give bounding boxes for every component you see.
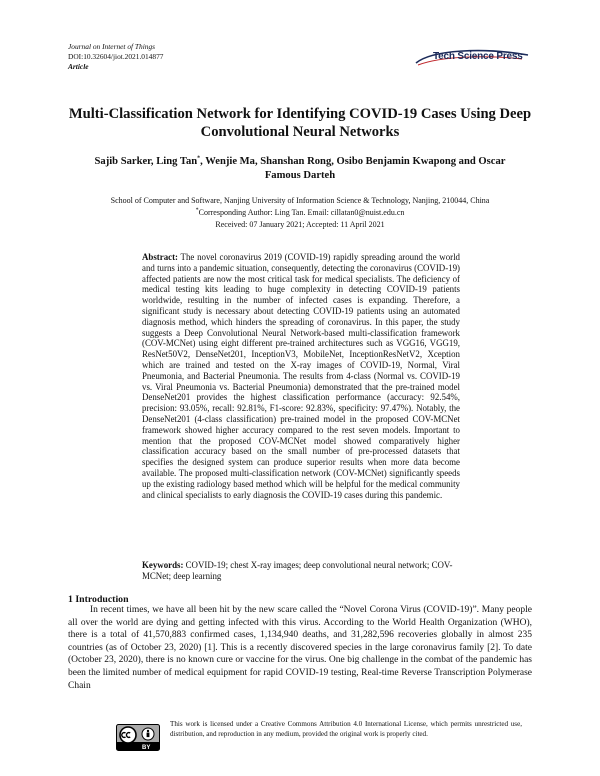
cc-badge-text: BY (142, 745, 151, 751)
abstract-label: Abstract: (142, 252, 178, 262)
journal-name: Journal on Internet of Things (68, 42, 156, 51)
dates: Received: 07 January 2021; Accepted: 11 April 2021 (215, 220, 385, 229)
publisher-name: Tech Science Press (433, 51, 523, 62)
keywords-text: COVID-19; chest X-ray images; deep convolutional neural network; COV-MCNet; deep learning (142, 560, 453, 581)
publisher-logo (412, 47, 530, 69)
abstract-text: The novel coronavirus 2019 (COVID-19) rapidly spreading around the world and turns into a pandemic situation, consequently, detecting the coronavirus (COVID-19) affected patients are now the most critical task for medical specialists. The deficiency of medical testing kits leading to huge complexity in detecting COVID-19 patients worldwide, resulting in the number of infected cases is expanding. Therefore, a significant study is necessary about detecting COVID-19 patients using an automated diagnosis method, which hinders the spreading of coronavirus. In this paper, the study suggests a Deep Convolutional Neural Network-based multi-classification framework (COV-MCNet) using eight different pre-trained architectures such as VGG16, VGG19, ResNet50V2, DenseNet201, InceptionV3, MobileNet, InceptionResNetV2, Xception which are trained and tested on the X-ray images of COVID-19, Normal, Viral Pneumonia, and Bacterial Pneumonia. The results from 4-class (Normal vs. COVID-19 vs. Viral Pneumonia vs. Bacterial Pneumonia) demonstrated that the pre-trained model DenseNet201 provides the highest classification performance (accuracy: 92.54%, precision: 93.05%, recall: 92.81%, F1-score: 92.83%, specificity: 97.47%). Notably, the DenseNet201 (4-class classification) pre-trained model in the proposed COV-MCNet framework showed higher accuracy compared to the rest seven models. Important to mention that the proposed COV-MCNet model showed comparatively higher classification accuracy based on the small number of pre-processed datasets that specifies the designed system can produce superior results when more data become available. The proposed multi-classification network (COV-MCNet) significantly speeds up the existing radiology based method which will be helpful for the medical community and clinical specialists to early diagnosis the COVID-19 cases during this pandemic. (142, 252, 460, 500)
corresponding-text: Corresponding Author: Ling Tan. Email: cillatan0@nuist.edu.cn (198, 208, 405, 217)
authors-line-1 (60, 155, 540, 169)
license-text: This work is licensed under a Creative Commons Attribution 4.0 International License, which permits unrestricted use, distribution, and reproduction in any medium, provided the original work is properly cited. (170, 720, 522, 738)
cc-by-badge[interactable] (116, 724, 160, 751)
paper-title: Multi-Classification Network for Identifying COVID-19 Cases Using Deep Convolutional Neural Networks (68, 106, 532, 140)
author-list-start: Sajib Sarker, Ling Tan (94, 156, 198, 167)
author-list-rest: , Wenjie Ma, Shanshan Rong, Osibo Benjamin Kwapong and Oscar (200, 156, 506, 167)
journal-info (68, 42, 163, 72)
article-type: Article (68, 62, 89, 71)
authors (60, 155, 540, 183)
corresponding-mark-2: * (195, 207, 199, 214)
keywords (142, 560, 460, 582)
corresponding-author (60, 207, 540, 219)
keywords-label: Keywords: (142, 560, 184, 570)
corresponding-mark: * (197, 155, 201, 162)
authors-line-2: Famous Darteh (264, 170, 336, 181)
affiliation: School of Computer and Software, Nanjing University of Information Science & Technology, Nanjing, 210044, China (110, 196, 490, 205)
intro-paragraph: In recent times, we have all been hit by the new scare called the “Novel Corona Virus (COVID-19)”. Many people all over the world are dying and getting infected with this virus. According to the World Health Organization (WHO), there is a total of 41,570,883 confirmed cases, 1,134,940 deaths, and 31,282,596 recoveries globally in almost 235 countries (as of October 23, 2020) [1]. This is a recently discovered species in the large coronavirus family [2]. To date (October 23, 2020), there is no known cure or vaccine for the virus. One big challenge in the combat of the pandemic has been the limited number of medical equipment for rapid COVID-19 testing, Real-time Reverse Transcription Polymerase Chain (68, 605, 532, 691)
cc-license-icon (116, 724, 160, 751)
section-heading: 1 Introduction (68, 594, 129, 605)
doi: DOI:10.32604/jiot.2021.014877 (68, 52, 164, 61)
abstract (142, 252, 460, 500)
affiliations (60, 195, 540, 231)
